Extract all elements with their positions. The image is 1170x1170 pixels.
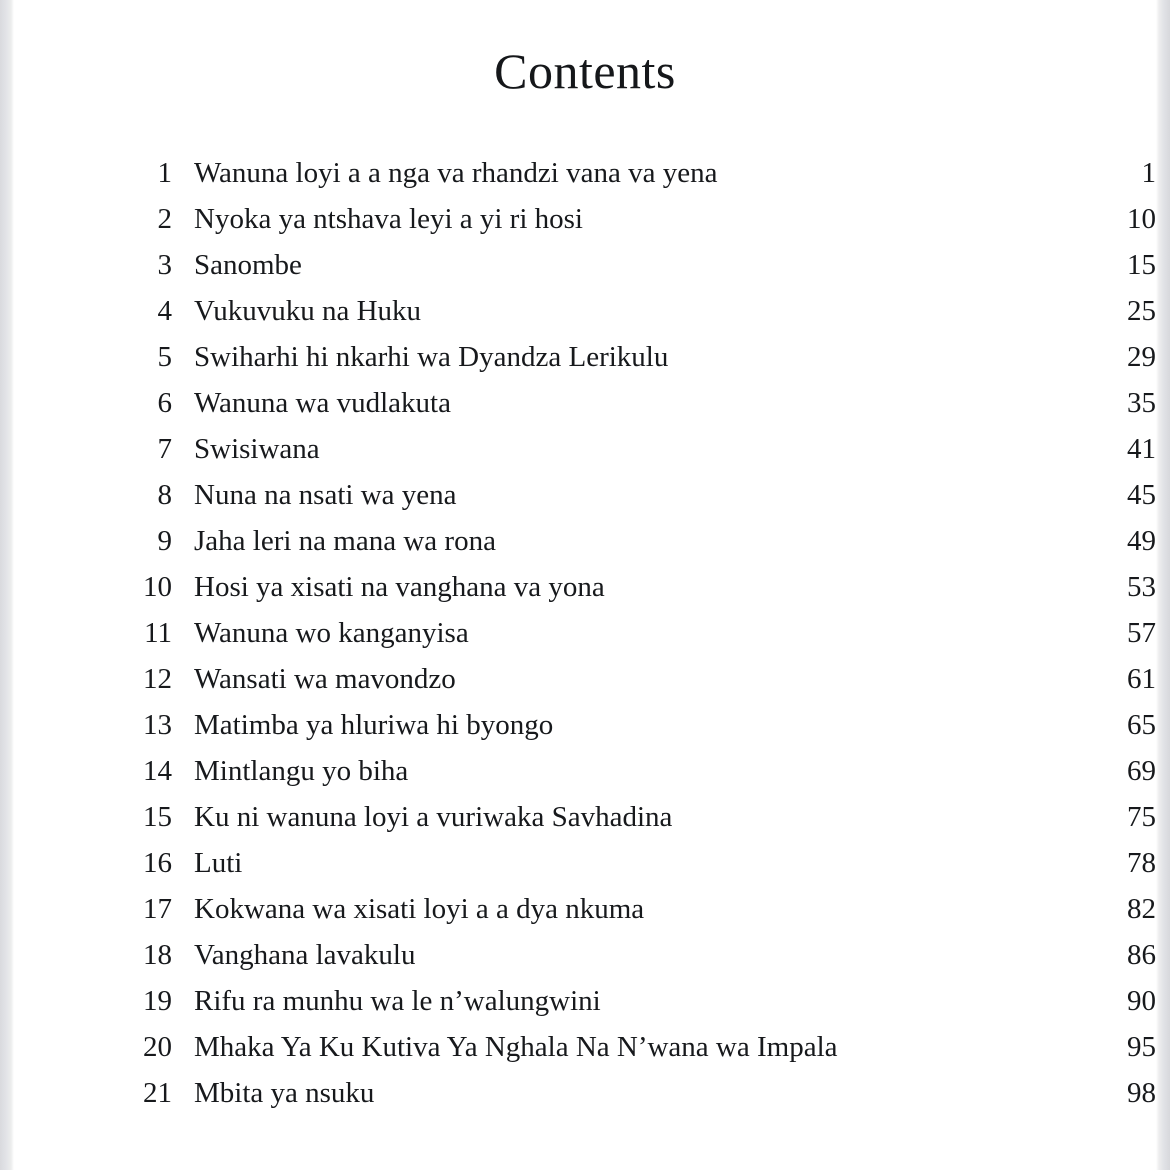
toc-entry-title[interactable]: Wanuna wa vudlakuta xyxy=(194,387,451,419)
toc-entry[interactable] xyxy=(14,702,1156,748)
toc-entry-number: 4 xyxy=(157,295,172,327)
toc-entry-title[interactable]: Swiharhi hi nkarhi wa Dyandza Lerikulu xyxy=(194,341,669,373)
toc-entry[interactable] xyxy=(14,840,1156,886)
toc-entry[interactable] xyxy=(14,1070,1156,1116)
toc-entry[interactable] xyxy=(14,610,1156,656)
toc-entry[interactable] xyxy=(14,334,1156,380)
toc-entry-page-number: 82 xyxy=(1127,893,1156,925)
toc-entry-page-number: 98 xyxy=(1127,1077,1156,1109)
toc-entry[interactable] xyxy=(14,426,1156,472)
toc-entry-title[interactable]: Nyoka ya ntshava leyi a yi ri hosi xyxy=(194,203,583,235)
page-title: Contents xyxy=(494,43,676,99)
toc-entry-page-number: 61 xyxy=(1127,663,1156,695)
toc-entry-number: 20 xyxy=(143,1031,172,1063)
toc-entry[interactable] xyxy=(14,288,1156,334)
toc-entry-number: 10 xyxy=(143,571,172,603)
toc-entry-title[interactable]: Mhaka Ya Ku Kutiva Ya Nghala Na N’wana wa Impala xyxy=(194,1031,838,1063)
toc-entry-title[interactable]: Vanghana lavakulu xyxy=(194,939,416,971)
toc-entry-title[interactable]: Wanuna wo kanganyisa xyxy=(194,617,469,649)
toc-entry[interactable] xyxy=(14,748,1156,794)
toc-entry-number: 21 xyxy=(143,1077,172,1109)
toc-entry-page-number: 75 xyxy=(1127,801,1156,833)
toc-entry-title[interactable]: Wansati wa mavondzo xyxy=(194,663,456,695)
toc-entry-page-number: 15 xyxy=(1127,249,1156,281)
toc-entry-number: 15 xyxy=(143,801,172,833)
toc-entry-page-number: 10 xyxy=(1127,203,1156,235)
toc-entry-page-number: 65 xyxy=(1127,709,1156,741)
toc-entry[interactable] xyxy=(14,794,1156,840)
toc-entry-title[interactable]: Mintlangu yo biha xyxy=(194,755,409,787)
toc-entry-number: 11 xyxy=(144,617,172,649)
toc-entry-title[interactable]: Jaha leri na mana wa rona xyxy=(194,525,496,557)
toc-entry-title[interactable]: Hosi ya xisati na vanghana va yona xyxy=(194,571,605,603)
toc-entry-title[interactable]: Wanuna loyi a a nga va rhandzi vana va yena xyxy=(194,157,718,189)
toc-entry-page-number: 86 xyxy=(1127,939,1156,971)
toc-entry[interactable] xyxy=(14,242,1156,288)
toc-entry-title[interactable]: Matimba ya hluriwa hi byongo xyxy=(194,709,554,741)
toc-entry-number: 17 xyxy=(143,893,172,925)
toc-entry-page-number: 45 xyxy=(1127,479,1156,511)
toc-entry-page-number: 1 xyxy=(1141,157,1156,189)
toc-entry[interactable] xyxy=(14,932,1156,978)
toc-entry-title[interactable]: Ku ni wanuna loyi a vuriwaka Savhadina xyxy=(194,801,673,833)
toc-entry-number: 3 xyxy=(157,249,172,281)
toc-entry-page-number: 35 xyxy=(1127,387,1156,419)
toc-entry-title[interactable]: Luti xyxy=(194,847,243,879)
toc-entry-title[interactable]: Sanombe xyxy=(194,249,302,281)
toc-entry-page-number: 41 xyxy=(1127,433,1156,465)
toc-entry-page-number: 53 xyxy=(1127,571,1156,603)
table-of-contents-list xyxy=(14,150,1156,1116)
toc-entry[interactable] xyxy=(14,518,1156,564)
toc-entry-title[interactable]: Nuna na nsati wa yena xyxy=(194,479,457,511)
toc-entry-title[interactable]: Swisiwana xyxy=(194,433,320,465)
toc-entry-page-number: 25 xyxy=(1127,295,1156,327)
toc-entry-title[interactable]: Mbita ya nsuku xyxy=(194,1077,375,1109)
toc-entry-number: 14 xyxy=(143,755,172,787)
toc-entry-page-number: 49 xyxy=(1127,525,1156,557)
toc-entry-title[interactable]: Vukuvuku na Huku xyxy=(194,295,422,327)
toc-entry-number: 6 xyxy=(157,387,172,419)
toc-entry[interactable] xyxy=(14,656,1156,702)
toc-entry[interactable] xyxy=(14,978,1156,1024)
toc-entry-number: 13 xyxy=(143,709,172,741)
toc-entry-page-number: 95 xyxy=(1127,1031,1156,1063)
toc-entry[interactable] xyxy=(14,380,1156,426)
toc-entry-number: 16 xyxy=(143,847,172,879)
document-page xyxy=(14,0,1156,1170)
toc-entry[interactable] xyxy=(14,1024,1156,1070)
toc-entry[interactable] xyxy=(14,150,1156,196)
toc-entry-number: 8 xyxy=(157,479,172,511)
toc-entry-page-number: 29 xyxy=(1127,341,1156,373)
toc-entry-page-number: 69 xyxy=(1127,755,1156,787)
toc-entry-number: 18 xyxy=(143,939,172,971)
toc-entry-number: 19 xyxy=(143,985,172,1017)
toc-entry[interactable] xyxy=(14,564,1156,610)
toc-entry[interactable] xyxy=(14,196,1156,242)
toc-entry-title[interactable]: Rifu ra munhu wa le n’walungwini xyxy=(194,985,601,1017)
toc-entry-number: 1 xyxy=(157,157,172,189)
toc-entry-number: 5 xyxy=(157,341,172,373)
toc-entry-number: 12 xyxy=(143,663,172,695)
toc-entry[interactable] xyxy=(14,472,1156,518)
toc-entry[interactable] xyxy=(14,886,1156,932)
toc-entry-page-number: 90 xyxy=(1127,985,1156,1017)
toc-entry-number: 2 xyxy=(157,203,172,235)
toc-entry-page-number: 57 xyxy=(1127,617,1156,649)
toc-entry-title[interactable]: Kokwana wa xisati loyi a a dya nkuma xyxy=(194,893,645,925)
toc-entry-number: 7 xyxy=(157,433,172,465)
toc-entry-number: 9 xyxy=(157,525,172,557)
toc-entry-page-number: 78 xyxy=(1127,847,1156,879)
